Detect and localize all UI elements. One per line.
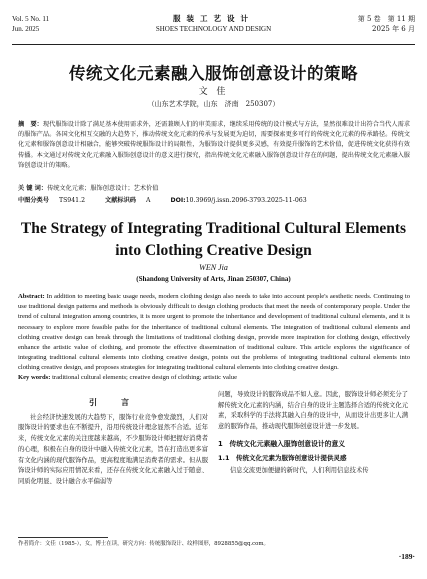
abstract-cn-text: 现代服饰设计除了满足基本使用需求外，还需兼顾人们的审美需求，继续采用传统的设计模式与方法，显然很难设计出符合当代人需求的服饰产品。各国文化相互交融的大趋势下，推动传统文化元素的传承与发展更为迫切，需要探索更多可行的传统文化元素的传承路径。传统文化元素和服饰创意设计相融合，能够突破传统服饰设计的局限性，为服饰设计提供更多灵感，有效提升服饰的艺术价值，促进传统文化获得有效传播。本文通过对传统文化元素融入服饰创意设计的意义进行探究，指出传统文化元素融入服饰创意设计存在的问题，提出传统文化元素融入服饰创意设计的策略。 [18,121,411,169]
clc-value: TS941.2 [58,197,86,204]
body-column-left [18,390,208,488]
running-header [12,14,415,46]
keywords-cn-text: 传统文化元素；服饰创意设计；艺术价值 [47,185,159,192]
body-column-right [218,390,408,477]
header-rule [12,44,415,45]
classification-line [18,196,410,206]
abstract-en-label: Abstract: [18,293,45,300]
intro-paragraph-continued: 问题，导致设计的服饰成品不如人意。因此，服饰设计师必须充分了解传统文化元素的内涵，结合自身的设计主题选择合适的传统文化元素，采取科学的手法将其融入自身的设计中，从而设计出更多让人满意的服饰作品，推动现代服饰创意设计进一步发展。 [218,391,408,431]
page-number: ·189· [398,552,415,561]
subsection-paragraph: 信息交流更加便捷的新时代，人们利用信息技术传 [230,467,369,475]
keywords-cn [18,184,410,194]
date-cn-label: 2025 年 6 月 [372,25,415,33]
keywords-en [18,373,410,383]
keywords-cn-label: 关 键 词： [18,185,48,192]
author-en: WEN Jia [199,263,228,272]
issue-cn-label: 第 5 卷 第 11 期 [357,15,415,23]
subsection-heading-1-1: 1.1 传统文化元素为服饰创意设计提供灵感 [218,453,347,462]
doi-value: 10.3969/j.issn.2096-3793.2025-11-063 [185,197,307,204]
section-heading-1: 1 传统文化元素融入服饰创意设计的意义 [218,439,346,448]
abstract-cn-label: 摘 要： [18,121,43,128]
author-cn: 文 佳 [198,87,229,97]
clc-label: 中图分类号 [18,197,49,204]
affiliation-en: (Shandong University of Arts, Jinan 250307, China) [136,275,291,283]
article-title-cn: 传统文化元素融入服饰创意设计的策略 [69,64,358,83]
doc-code-label: 文献标识码 [105,197,136,204]
journal-name-en: SHOES TECHNOLOGY AND DESIGN [155,25,272,33]
doc-code-value: A [145,197,151,204]
footnote-rule [18,537,108,538]
affiliation-cn: （山东艺术学院，山东 济南 250307） [147,100,280,108]
keywords-en-text: traditional cultural elements; creative design of clothing; artistic value [52,374,238,381]
volume-label: Vol. 5 No. 11 [12,15,50,23]
date-en-label: Jun. 2025 [12,25,40,33]
header-center [12,14,415,34]
header-right [358,14,415,34]
abstract-cn [18,120,410,171]
journal-name-cn: 服装工艺设计 [173,14,254,23]
intro-heading: 引 言 [89,398,137,407]
keywords-en-label: Key words: [18,374,51,381]
doi-label: DOI: [170,197,186,204]
article-title-en: The Strategy of Integrating Traditional Cultural Elements into Clothing Creative Design [20,220,407,259]
author-footnote: 作者简介：文佳（1985-），女，博士在读，研究方向：传统服饰设计、纹样图形，8928855@qq.com。 [18,541,269,547]
abstract-en-text: In addition to meeting basic usage needs, modern clothing design also needs to take into account people's aesthetic needs. Continuing to use traditional design patterns and methods is obviously difficult to design clothing products that meet the needs of contemporary people. Under the trend of cultural integration among countries, it is more urgent to promote the inheritance and development of traditional cultural elements, and it is necessary to explore more feasible paths for the inheritance of traditional cultural elements. The integration of traditional cultural elements and clothing creative design can break through the limitations of traditional clothing design, provide more inspiration for clothing design, effectively enhance the artistic value of clothing, and promote the effective dissemination of traditional culture. This article explores the significance of integrating traditional cultural elements into clothing creative design, points out the problems of integrating traditional cultural elements into clothing creative design, and proposes strategies for integrating traditional cultural elements into clothing creative design. [18,293,410,372]
abstract-en [18,292,410,374]
intro-paragraph: 社会经济快速发展的大趋势下，服饰行业竞争愈发激烈，人们对服饰设计的要求也在不断提升，沿用传统设计理念显然不合适。近年来，传统文化元素的关注度越来越高，不少服饰设计师把握好消费者的心理，积极在自身的设计中融入传统文化元素，旨在打造出更多富有文化内涵的现代服饰作品，更高程度地满足消费者的需求。但从服饰设计师的实际应用情况来看，还存在传统文化元素融入过于随意、同质化明显、设计融合水平偏弱等 [18,413,208,485]
